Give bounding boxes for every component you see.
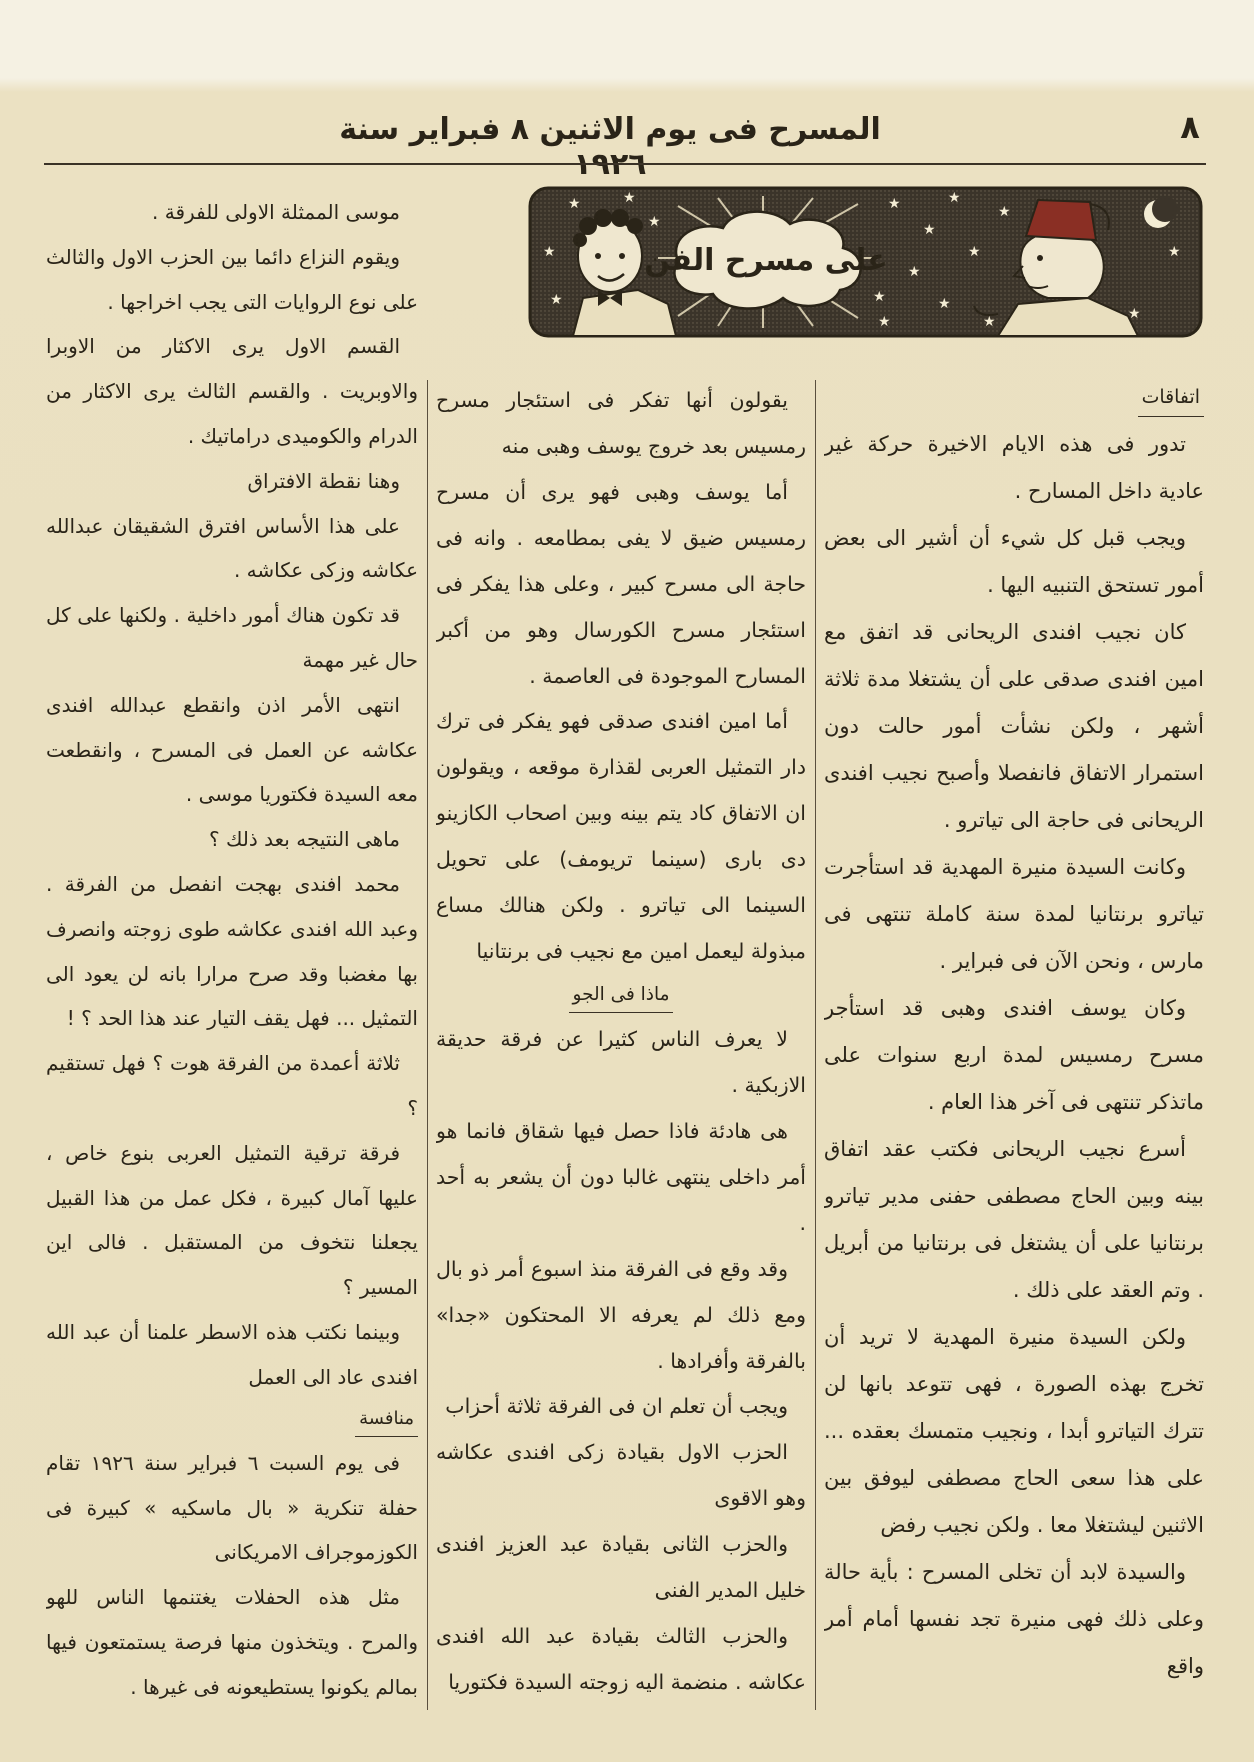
svg-text:★: ★ <box>888 196 901 212</box>
article-paragraph: كان نجيب افندى الريحانى قد اتفق مع امين افندى صدقى على أن يشتغلا مدة ثلاثة أشهر ، ولكن نشأت أمور حالت دون استمرار الاتفاق فانفصلا وأصبح نجيب افندى الريحانى فى حاجة الى تياترو . <box>824 619 1204 832</box>
article-paragraph: وقد وقع فى الفرقة منذ اسبوع أمر ذو بال ومع ذلك لم يعرفه الا المحتكون «جدا» بالفرقة وأفرادها . <box>436 1256 806 1373</box>
svg-text:★: ★ <box>568 196 581 212</box>
article-column-left <box>46 190 418 1712</box>
svg-text:★: ★ <box>983 314 996 330</box>
article-paragraph: محمد افندى بهجت انفصل من الفرقة . وعبد الله افندى عكاشه طوى زوجته وانصرف بها مغضبا وقد صرح مرارا بانه لن يعود الى التمثيل ... فهل يقف التيار عند هذا الحد ؟ ! <box>46 871 418 1031</box>
article-paragraph: فى يوم السبت ٦ فبراير سنة ١٩٢٦ تقام حفلة تنكرية « بال ماسكيه » كبيرة فى الكوزموجراف الامريكانى <box>46 1450 418 1565</box>
article-paragraph: أما يوسف وهبى فهو يرى أن مسرح رمسيس ضيق لا يفى بمطامعه . وانه فى حاجة الى مسرح كبير ، وعلى هذا يفكر فى استئجار مسرح الكورسال وهو من أكبر المسارح الموجودة فى العاصمة . <box>436 479 806 688</box>
article-paragraph: وبينما نكتب هذه الاسطر علمنا أن عبد الله افندى عاد الى العمل <box>46 1319 418 1389</box>
article-paragraph: ويجب قبل كل شيء أن أشير الى بعض أمور تستحق التنبيه اليها . <box>824 525 1204 597</box>
article-paragraph: قد تكون هناك أمور داخلية . ولكنها على كل حال غير مهمة <box>46 603 418 672</box>
svg-text:★: ★ <box>948 190 961 206</box>
page-number: ٨ <box>1180 108 1200 146</box>
article-paragraph: مثل هذه الحفلات يغتنمها الناس للهو والمرح . ويتخذون منها فرصة يستمتعون فيها بمالم يكونوا يستطيعونه فى غيرها . <box>46 1585 418 1699</box>
article-paragraph: يقولون أنها تفكر فى استئجار مسرح رمسيس بعد خروج يوسف وهبى منه <box>436 388 806 458</box>
article-paragraph: ويجب أن تعلم ان فى الفرقة ثلاثة أحزاب <box>445 1394 788 1419</box>
svg-text:★: ★ <box>878 314 891 330</box>
svg-text:★: ★ <box>1168 244 1181 260</box>
article-paragraph: ثلاثة أعمدة من الفرقة هوت ؟ فهل تستقيم ؟ <box>46 1051 418 1120</box>
article-paragraph: على هذا الأساس افترق الشقيقان عبدالله عكاشه وزكى عكاشه . <box>46 513 418 583</box>
svg-text:★: ★ <box>938 296 951 312</box>
banner-title: على مسرح الفن <box>644 243 888 278</box>
svg-text:★: ★ <box>908 264 921 280</box>
section-heading: اتفاقات <box>1138 380 1204 417</box>
svg-text:★: ★ <box>923 222 936 238</box>
svg-text:★: ★ <box>873 289 886 305</box>
article-paragraph: الحزب الاول بقيادة زكى افندى عكاشه وهو الاقوى <box>436 1440 806 1511</box>
svg-text:★: ★ <box>623 190 636 206</box>
svg-text:★: ★ <box>648 214 661 230</box>
header-divider <box>44 163 1206 165</box>
section-heading: منافسة <box>355 1402 418 1437</box>
svg-text:★: ★ <box>968 244 981 260</box>
article-paragraph: وهنا نقطة الافتراق <box>247 468 400 493</box>
column-banner-illustration <box>528 186 1203 338</box>
article-paragraph: لا يعرف الناس كثيرا عن فرقة حديقة الازبكية . <box>436 1027 806 1097</box>
article-paragraph: انتهى الأمر اذن وانقطع عبدالله افندى عكاشه عن العمل فى المسرح ، وانقطعت معه السيدة فكتوريا موسى . <box>46 692 418 807</box>
article-paragraph: فرقة ترقية التمثيل العربى بنوع خاص ، عليها آمال كبيرة ، فكل عمل من هذا القبيل يجعلنا نتخوف من المستقبل . فالى اين المسير ؟ <box>46 1140 418 1300</box>
article-paragraph: ولكن السيدة منيرة المهدية لا تريد أن تخرج بهذه الصورة ، فهى تتوعد بانها لن تترك التياترو أبدا ، ونجيب متمسك بعقده ... على هذا سعى الحاج مصطفى ليوفق بين الاثنين ليشتغلا معا . ولكن نجيب رفض <box>824 1324 1204 1537</box>
column-divider-left <box>427 380 428 1710</box>
article-paragraph: والحزب الثالث بقيادة عبد الله افندى عكاشه . منضمة اليه زوجته السيدة فكتوريا <box>436 1624 806 1694</box>
article-paragraph: موسى الممثلة الاولى للفرقة . <box>152 200 400 224</box>
svg-text:★: ★ <box>998 204 1011 220</box>
article-paragraph: والحزب الثانى بقيادة عبد العزيز افندى خليل المدير الفنى <box>436 1532 806 1603</box>
svg-text:★: ★ <box>1128 306 1141 322</box>
article-paragraph: وكانت السيدة منيرة المهدية قد استأجرت تياترو برنتانيا لمدة سنة كاملة تنتهى فى مارس ، ونحن الآن فى فبراير . <box>824 854 1204 973</box>
article-paragraph: ويقوم النزاع دائما بين الحزب الاول والثالث على نوع الروايات التى يجب اخراجها . <box>46 244 418 314</box>
article-paragraph: تدور فى هذه الايام الاخيرة حركة غير عادية داخل المسارح . <box>824 431 1204 503</box>
article-paragraph: والسيدة لابد أن تخلى المسرح : بأية حالة وعلى ذلك فهى منيرة تجد نفسها أمام أمر واقع <box>824 1559 1204 1678</box>
article-paragraph: هى هادئة فاذا حصل فيها شقاق فانما هو أمر داخلى ينتهى غالبا دون أن يشعر به أحد . <box>436 1118 806 1235</box>
svg-text:★: ★ <box>543 244 556 260</box>
article-paragraph: وكان يوسف افندى وهبى قد استأجر مسرح رمسيس لمدة اربع سنوات على ماتذكر تنتهى فى آخر هذا العام . <box>824 995 1204 1114</box>
section-heading: ماذا فى الجو <box>569 977 674 1013</box>
svg-text:★: ★ <box>550 292 563 308</box>
page-header-title: المسرح فى يوم الاثنين ٨ فبراير سنة ١٩٢٦ <box>339 112 881 182</box>
article-paragraph: أما امين افندى صدقى فهو يفكر فى ترك دار التمثيل العربى لقذارة موقعه ، ويقولون ان الاتفاق كاد يتم بينه وبين اصحاب الكازينو دى بارى (سينما تريومف) على تحويل السينما الى تياترو . ولكن هنالك مساع مبذولة ليعمل امين مع نجيب فى برنتانيا <box>436 709 806 964</box>
article-paragraph: أسرع نجيب الريحانى فكتب عقد اتفاق بينه وبين الحاج مصطفى حفنى مدير تياترو برنتانيا على أن يشتغل فى برنتانيا من أبريل . وتم العقد على ذلك . <box>824 1136 1204 1302</box>
article-column-middle <box>436 378 806 1712</box>
article-paragraph: القسم الاول يرى الاكثار من الاوبرا والاوبريت . والقسم الثالث يرى الاكثار من الدرام والكوميدى دراماتيك . <box>46 334 418 448</box>
column-divider-right <box>815 380 816 1710</box>
article-column-right <box>824 378 1204 1712</box>
article-paragraph: ماهى النتيجه بعد ذلك ؟ <box>208 827 400 852</box>
